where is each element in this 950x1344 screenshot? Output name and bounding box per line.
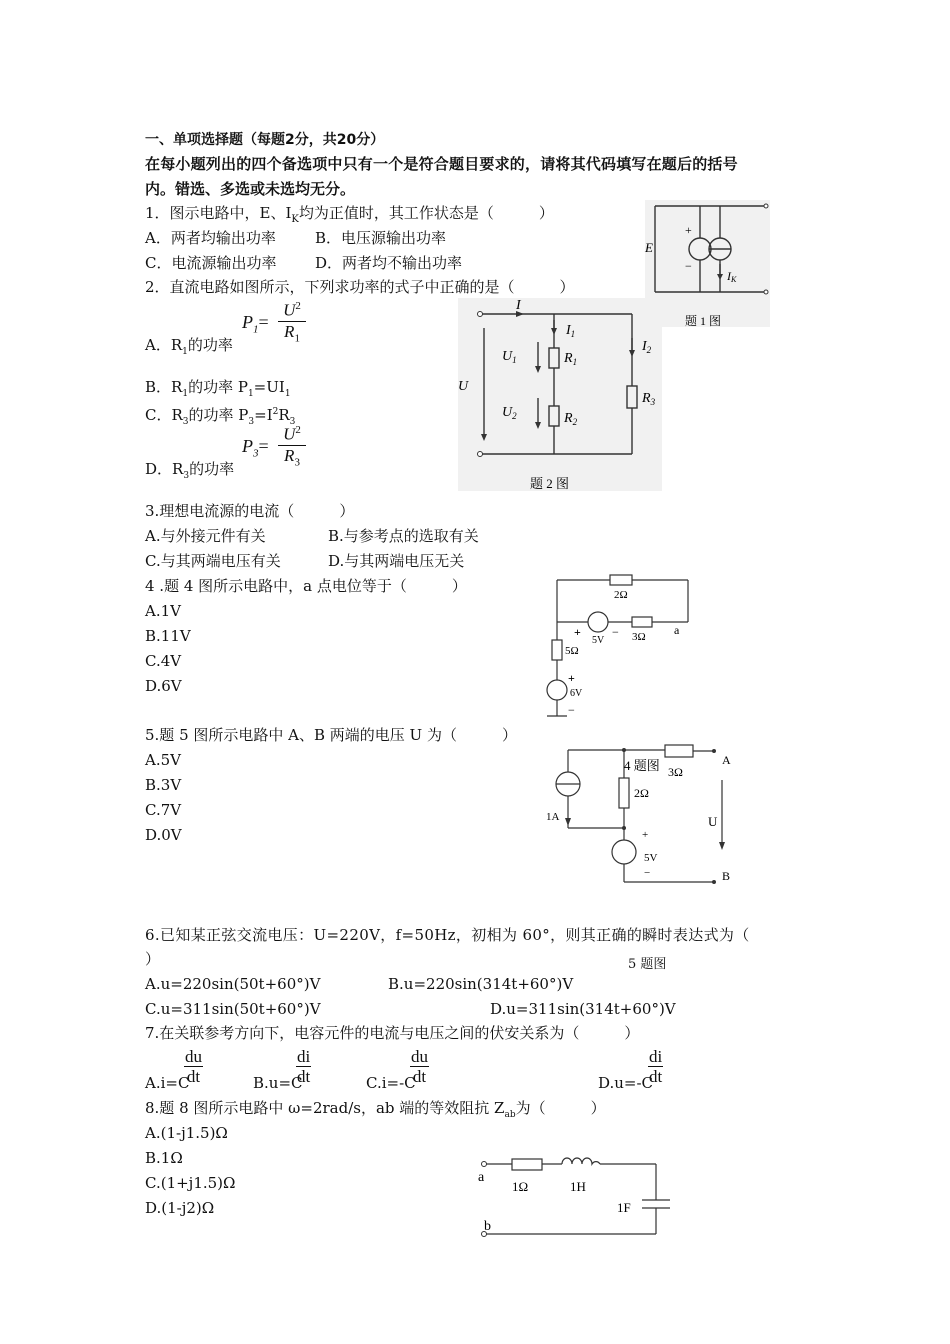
q8-option-d: D.(1-j2)Ω — [145, 1199, 215, 1217]
q2-fig-r3: $R_3$ — [642, 391, 656, 407]
q8-fig-node-b: b — [484, 1219, 491, 1234]
q2-stem: 2．直流电路如图所示，下列求功率的式子中正确的是（ ） — [145, 278, 575, 296]
q4-fig-r-left: 5Ω — [565, 645, 579, 657]
q7-option-c-fraction: du dt — [411, 1047, 428, 1086]
q5-figure-caption: 5 题图 — [628, 957, 667, 972]
q5-fig-minus: − — [644, 867, 651, 879]
q4-fig-plus-mid: + — [574, 625, 581, 639]
q4-fig-v-bot: 6V — [570, 688, 583, 699]
q6-stem-line1: 6.已知某正弦交流电压：U=220V，f=50Hz，初相为 60°，则其正确的瞬时表达式为（ — [145, 926, 750, 944]
q5-fig-r-mid: 2Ω — [634, 786, 649, 800]
q5-fig-v-src: 5V — [644, 852, 658, 864]
q4-fig-r-top: 2Ω — [614, 589, 628, 601]
q2-fig-r2: $R_2$ — [564, 411, 578, 427]
q5-fig-node-b: B — [722, 869, 731, 883]
q7-option-a: A.i=C — [145, 1074, 190, 1092]
q4-circuit-figure — [540, 570, 710, 720]
q5-fig-caption: 4 题图 — [624, 758, 660, 773]
q5-option-a: A.5V — [145, 751, 181, 769]
q5-option-d: D.0V — [145, 826, 182, 844]
q1-option-a: A．两者均输出功率 — [145, 229, 276, 247]
q7-option-d-fraction: di dt — [649, 1047, 663, 1086]
q2-option-c: C．$R_3$的功率 $P_3=I^2R_3$ — [145, 406, 296, 427]
q1-stem: 1．图示电路中，E、$I_K$均为正值时，其工作状态是（ ） — [145, 204, 554, 225]
q3-stem: 3.理想电流源的电流（ ） — [145, 502, 355, 520]
q5-option-b: B.3V — [145, 776, 182, 794]
q1-fig-caption: 题 1 图 — [685, 314, 722, 328]
q8-fig-l: 1H — [570, 1179, 586, 1194]
q1-circuit-figure — [645, 200, 770, 327]
q1-fig-minus: − — [685, 259, 692, 273]
q4-option-d: D.6V — [145, 677, 182, 695]
q6-option-c: C.u=311sin(50t+60°)V — [145, 1000, 321, 1018]
q4-fig-plus-bot: + — [568, 671, 575, 685]
q8-fig-r: 1Ω — [512, 1179, 529, 1194]
q6-stem-line2: ） — [145, 950, 161, 968]
q2-circuit-figure — [458, 298, 662, 491]
q1-fig-plus: + — [685, 223, 692, 237]
q5-stem: 5.题 5 图所示电路中 A、B 两端的电压 U 为（ ） — [145, 726, 517, 744]
q2-fig-i2: $I_2$ — [642, 339, 652, 355]
q7-option-a-fraction: du dt — [185, 1047, 202, 1086]
q4-option-a: A.1V — [145, 602, 181, 620]
q6-option-b: B.u=220sin(314t+60°)V — [388, 975, 574, 993]
q6-option-d: D.u=311sin(314t+60°)V — [490, 1000, 676, 1018]
q7-option-b-fraction: di dt — [297, 1047, 311, 1086]
q2-fig-u2: $U_2$ — [502, 405, 517, 421]
q8-fig-node-a: a — [478, 1170, 485, 1185]
q1-option-c: C．电流源输出功率 — [145, 254, 277, 272]
q8-option-b: B.1Ω — [145, 1149, 183, 1167]
q2-fig-u1: $U_1$ — [502, 349, 517, 365]
q4-fig-minus-mid: − — [612, 625, 619, 639]
section-title: 一、单项选择题（每题2分，共20分） — [145, 132, 385, 148]
q4-fig-r-mid: 3Ω — [632, 631, 646, 643]
q2-fig-r1: $R_1$ — [564, 351, 578, 367]
q3-option-d: D.与其两端电压无关 — [328, 552, 465, 570]
q5-fig-r-top: 3Ω — [668, 765, 683, 779]
q4-stem: 4 .题 4 图所示电路中，a 点电位等于（ ） — [145, 577, 467, 595]
q2-fig-i: I — [516, 298, 521, 313]
q2-option-d: D．$R_3$的功率 — [145, 460, 235, 481]
q5-fig-node-a: A — [722, 753, 731, 767]
q3-option-b: B.与参考点的选取有关 — [328, 527, 479, 545]
q2-option-b: B．$R_1$的功率 $P_1=UI_1$ — [145, 378, 291, 399]
q3-option-a: A.与外接元件有关 — [145, 527, 266, 545]
q5-option-c: C.7V — [145, 801, 182, 819]
q1-fig-ik-label: IK — [727, 269, 737, 284]
q2-option-a: A．$R_1$的功率 — [145, 336, 233, 357]
q5-fig-plus: + — [642, 829, 649, 841]
q8-fig-c: 1F — [617, 1200, 631, 1215]
q4-option-b: B.11V — [145, 627, 191, 645]
q7-stem: 7.在关联参考方向下，电容元件的电流与电压之间的伏安关系为（ ） — [145, 1024, 640, 1042]
q5-fig-u: U — [708, 814, 718, 829]
q2-fig-i1: $I_1$ — [566, 323, 576, 339]
q8-option-a: A.(1-j1.5)Ω — [145, 1124, 228, 1142]
instructions-line2: 内。错选、多选或未选均无分。 — [145, 180, 356, 198]
q2-fig-u: U — [458, 379, 469, 394]
q6-option-a: A.u=220sin(50t+60°)V — [145, 975, 321, 993]
q3-option-c: C.与其两端电压有关 — [145, 552, 281, 570]
q8-stem: 8.题 8 图所示电路中 ω=2rad/s，ab 端的等效阻抗 $Z_{ab}$为（ ） — [145, 1099, 606, 1120]
q7-option-c: C.i=-C — [366, 1074, 416, 1092]
instructions-line1: 在每小题列出的四个备选项中只有一个是符合题目要求的，请将其代码填写在题后的括号 — [145, 155, 738, 173]
q8-circuit-figure — [472, 1150, 682, 1245]
q4-fig-minus-bot: − — [568, 703, 575, 717]
q4-fig-v-mid: 5V — [592, 635, 605, 646]
q4-option-c: C.4V — [145, 652, 182, 670]
q2-fig-caption: 题 2 图 — [530, 476, 570, 491]
q1-option-d: D．两者均不输出功率 — [315, 254, 463, 272]
q5-circuit-figure — [540, 740, 740, 890]
q1-fig-e-label: E — [645, 240, 653, 255]
q8-option-c: C.(1+j1.5)Ω — [145, 1174, 236, 1192]
q7-option-b: B.u=C — [253, 1074, 303, 1092]
q1-option-b: B．电压源输出功率 — [315, 229, 447, 247]
q4-fig-node-a: a — [674, 623, 680, 637]
q7-option-d: D.u=-C — [598, 1074, 654, 1092]
q5-fig-i-src: 1A — [546, 811, 560, 823]
